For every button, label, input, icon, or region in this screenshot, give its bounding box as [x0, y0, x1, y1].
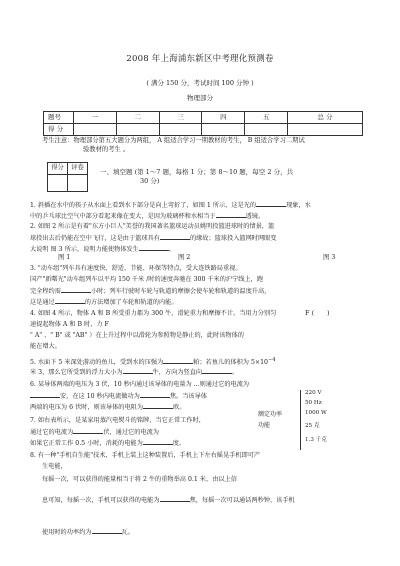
score-cell [202, 124, 245, 136]
nameplate-power: 1000 W [305, 410, 327, 416]
question-3-line-1: 3. "动车组"列车具有速度快、舒适、节能、环保等特点，受大连铁路局重视。 [30, 265, 242, 272]
fig4-bracket-close: ) [327, 309, 330, 317]
answer-blank[interactable] [216, 212, 246, 218]
answer-blank[interactable] [160, 496, 190, 502]
answer-blank[interactable] [202, 368, 232, 374]
question-4-line-4: 能在增大。 [30, 343, 61, 350]
question-8-line-5: 使用时的功率约为 瓦。 [42, 529, 134, 536]
nameplate-frequency: 50 Hz [305, 400, 322, 406]
grader-score-label: 得分 [48, 163, 68, 175]
question-5-line-2: 米 3，那么它所受到的浮力大小为 牛，方向为竖直向 。 [30, 369, 239, 376]
answer-blank[interactable] [160, 234, 190, 240]
score-cell: 总 分 [288, 112, 363, 124]
score-cell: 五 [245, 112, 288, 124]
page-title: 2008 年上海浦东新区中考理化预测卷 [126, 54, 274, 64]
figure-2-caption: 图 2 [178, 254, 191, 261]
section-name: 物理部分 [187, 94, 213, 102]
score-cell [245, 124, 288, 136]
score-cell: 二 [116, 112, 159, 124]
question-2-line-1: 2. 如图 2 所示是有着"东方小巨人"美誉的我国著名篮球运动员姚明投篮进球时的情景，篮 [30, 223, 275, 230]
score-cell [159, 124, 202, 136]
score-cell: 得 分 [44, 124, 74, 136]
score-cell: 题号 [44, 112, 74, 124]
question-3-line-3: 完全程约需 小时；列车行驶时车轮与轨道的摩擦会使车轮和轨道的温度升高， [30, 288, 271, 295]
score-cell: 一 [74, 112, 117, 124]
question-5-line-1: 5. 水面下 5 米深处游动的鱼儿，受到水的压强为 帕；若鱼儿的体积为 $5\times 10^{-4}$ [30, 357, 276, 367]
answer-blank[interactable] [143, 403, 173, 409]
question-3-line-4: 这是通过 的方法增加了车轮和轨道的内能。 [30, 299, 178, 306]
answer-blank[interactable] [73, 428, 103, 434]
nameplate-weight: 1.3 千克 [305, 437, 327, 443]
score-cell [74, 124, 117, 136]
notice-line: 考生注意：物理部分第五大题分为两组， A 组适合学习一期教材的考生， B 组适合学习二期试 [42, 137, 305, 144]
grader-reviewer-cell [68, 175, 88, 192]
question-4-line-1: 4. 如图 4 所示，物体 A 和 B 所受重力都为 300 牛，滑轮重力和摩擦不计。当用力分别匀 [30, 310, 277, 317]
notice-line: 验教材的考生 。 [83, 145, 130, 153]
score-table [43, 111, 363, 136]
answer-blank[interactable] [256, 201, 286, 207]
nameplate-voltage: 220 V [305, 390, 322, 396]
question-8-line-1: 8. 有一种"手机自生能"技术，手机上装上这种装置后，手机上下左右摇晃手机即可产 [30, 452, 261, 459]
answer-blank[interactable] [55, 298, 85, 304]
nameplate-rated-power-label: 额定功率 [258, 411, 283, 418]
question-8-line-2: 生电能， [42, 463, 67, 470]
grader-box [47, 162, 88, 192]
question-4-line-3: " A" 、" B" 或 "AB" ）在上升过程中以滑轮为参照物是静止的，此时该物体的 [30, 332, 244, 339]
score-cell [116, 124, 159, 136]
score-cell: 四 [202, 112, 245, 124]
answer-blank[interactable] [139, 245, 169, 251]
notice [42, 137, 377, 154]
figure-3-caption: 图 3 [323, 254, 336, 261]
question-6-line-2: 安，在这 10 秒内电流做功为 焦。当该导体 [30, 392, 370, 401]
question-3-line-2: 国产"新曙光"动车组列车以平均 150 千米 /时的速度奔驰在 300 千米的沪宁线上，跑 [30, 276, 264, 283]
answer-blank[interactable] [140, 392, 170, 398]
nameplate-values [300, 390, 340, 450]
answer-blank[interactable] [30, 392, 60, 398]
answer-blank[interactable] [163, 358, 193, 364]
fig4-f-label: F ( [305, 309, 315, 317]
score-table-header-row [44, 112, 363, 124]
question-6-line-3: 两端的电压为 6 伏时，则该导体的电阻为 欧。 [30, 404, 186, 411]
score-cell [288, 124, 363, 136]
nameplate-function-label: 功能 [258, 422, 271, 429]
answer-blank[interactable] [123, 368, 153, 374]
score-table-score-row [44, 124, 363, 136]
answer-blank[interactable] [143, 439, 173, 445]
score-cell: 三 [159, 112, 202, 124]
figure-1-caption: 图 1 [58, 254, 71, 261]
question-2-line-2: 球投出去后仍能在空中飞行，这是由于篮球具有 的缘故；篮球投入篮网时网眼变 [30, 235, 277, 242]
question-4-line-2: 速提起物体 A 和 B 时，力 F [30, 321, 109, 328]
question-1-line-1: 1. 斜插在水中的筷子从水面上看到水下部分是向上弯折了，如图 1 所示，这是光的 现象，水 [30, 202, 311, 209]
question-7-line-2: 通过它的电流为 伏，通过它的电流为 [30, 429, 159, 436]
fill-heading-points: 30 分) [140, 176, 160, 185]
fill-heading-text: 一、填空题 (第 1～7 题，每格 1 分；第 8～10 题，每空 2 分，共 [100, 168, 294, 176]
question-6-line-1: 6. 某导体两端的电压为 3 伏，10 秒内通过该导体的电量为 ...则通过它的电流为 [30, 381, 250, 388]
question-7-line-1: 7. 如右表所示，是某家用蒸汽电熨斗的铭牌，当它正常工作时， [30, 417, 205, 424]
score-note: ( 满分 150 分，考试时间 100 分钟 ) [146, 79, 254, 87]
question-8-line-3: 每摇一次，可以获得的能量相当于将 2 牛的重物举高 0.1 米，由以上信 [42, 476, 237, 483]
nameplate-steam: 25 克 [305, 423, 320, 429]
question-7-line-3: 如果它正常工作 0.5 小时，消耗的电能为 度。 [30, 440, 186, 447]
question-8-line-4: 息可知，每摇一次，手机可以获得的电能为 焦，每摇一次可以通话两秒钟，该手机 [42, 497, 295, 504]
grader-reviewer-label: 评卷 [68, 163, 88, 175]
question-1-line-2: 中的乒乓球比空气中部分看起来像在变大，是因为玻璃杯和水相当于 透镜。 [30, 213, 265, 220]
answer-blank[interactable] [61, 287, 91, 293]
grader-score-cell [48, 175, 68, 192]
answer-blank[interactable] [92, 528, 122, 534]
question-2-line-3: 大说明 图 3 所示，说明力能使物体发生 。 [30, 246, 176, 253]
fill-section-heading [100, 168, 380, 186]
